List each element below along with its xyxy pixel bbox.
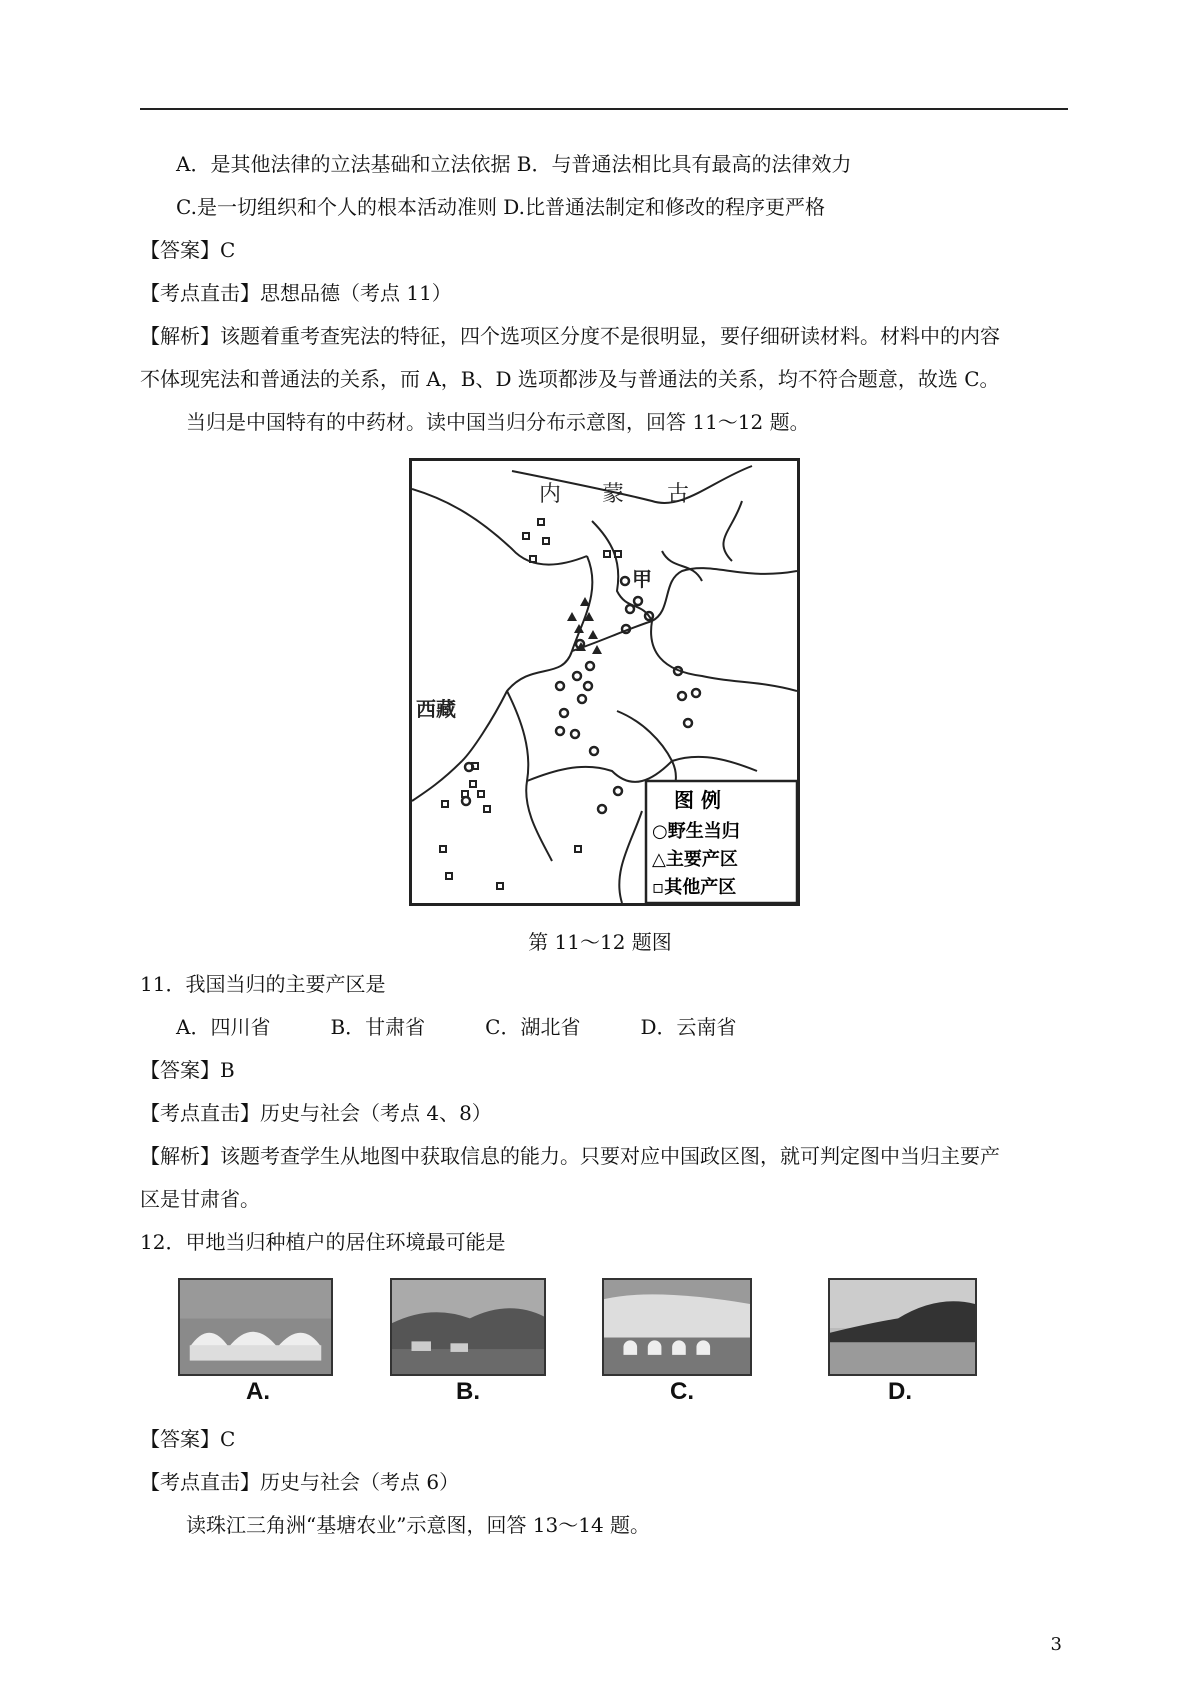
map-legend xyxy=(646,781,797,903)
q10-jiexi-line2: 不体现宪法和普通法的关系，而 A，B、D 选项都涉及与普通法的关系，均不符合题意，故选 C。 xyxy=(140,367,1000,391)
q11-stem: 11．我国当归的主要产区是 xyxy=(140,972,386,996)
map-label-nei: 内 xyxy=(539,482,562,507)
intro-13-14: 读珠江三角洲“基塘农业”示意图，回答 13～14 题。 xyxy=(186,1513,651,1537)
q10-jiexi-line1: 【解析】该题着重考查宪法的特征，四个选项区分度不是很明显，要仔细研读材料。材料中的内容 xyxy=(140,324,1000,348)
legend-title: 图 例 xyxy=(674,788,721,812)
q11-answer: 【答案】B xyxy=(140,1058,235,1082)
legend-main: △主要产区 xyxy=(652,849,738,870)
q10-options-line2: C.是一切组织和个人的根本活动准则 D.比普通法制定和修改的程序更严格 xyxy=(176,195,825,219)
intro-11-12: 当归是中国特有的中药材。读中国当归分布示意图，回答 11～12 题。 xyxy=(186,410,810,434)
photo-d-label: D. xyxy=(888,1378,912,1405)
legend-wild: ○野生当归 xyxy=(652,821,740,842)
other-region-markers xyxy=(440,519,621,889)
q11-jiexi-line2: 区是甘肃省。 xyxy=(140,1187,260,1211)
map-label-xizang: 西藏 xyxy=(416,697,456,721)
q10-kaodian: 【考点直击】思想品德（考点 11） xyxy=(140,281,452,305)
map-label-gu: 古 xyxy=(667,482,690,507)
photo-c-cave-dwellings xyxy=(602,1278,752,1376)
q12-stem: 12．甲地当归种植户的居住环境最可能是 xyxy=(140,1230,506,1254)
wild-danggui-markers xyxy=(462,577,700,813)
q11-options: A．四川省 B．甘肃省 C．湖北省 D．云南省 xyxy=(176,1015,737,1039)
q12-kaodian: 【考点直击】历史与社会（考点 6） xyxy=(140,1470,460,1494)
photo-a-label: A. xyxy=(246,1378,270,1405)
header-rule xyxy=(140,108,1068,110)
map-label-meng: 蒙 xyxy=(602,482,625,507)
q12-answer: 【答案】C xyxy=(140,1427,236,1451)
photo-c-label: C. xyxy=(670,1378,694,1405)
map-caption: 第 11～12 题图 xyxy=(528,930,672,954)
q11-kaodian: 【考点直击】历史与社会（考点 4、8） xyxy=(140,1101,492,1125)
photo-d-waterside xyxy=(828,1278,977,1376)
photo-b-village xyxy=(390,1278,546,1376)
map-label-jia: 甲 xyxy=(632,567,652,591)
map-drawing xyxy=(412,461,797,903)
q10-options-line1: A．是其他法律的立法基础和立法依据 B．与普通法相比具有最高的法律效力 xyxy=(176,152,852,176)
photo-a-yurts xyxy=(178,1278,333,1376)
q10-answer: 【答案】C xyxy=(140,238,236,262)
danggui-distribution-map xyxy=(409,458,800,906)
photo-b-label: B. xyxy=(456,1378,480,1405)
page-number: 3 xyxy=(1050,1634,1062,1655)
legend-other: ▫其他产区 xyxy=(652,877,737,898)
q11-jiexi-line1: 【解析】该题考查学生从地图中获取信息的能力。只要对应中国政区图，就可判定图中当归主要产 xyxy=(140,1144,1000,1168)
